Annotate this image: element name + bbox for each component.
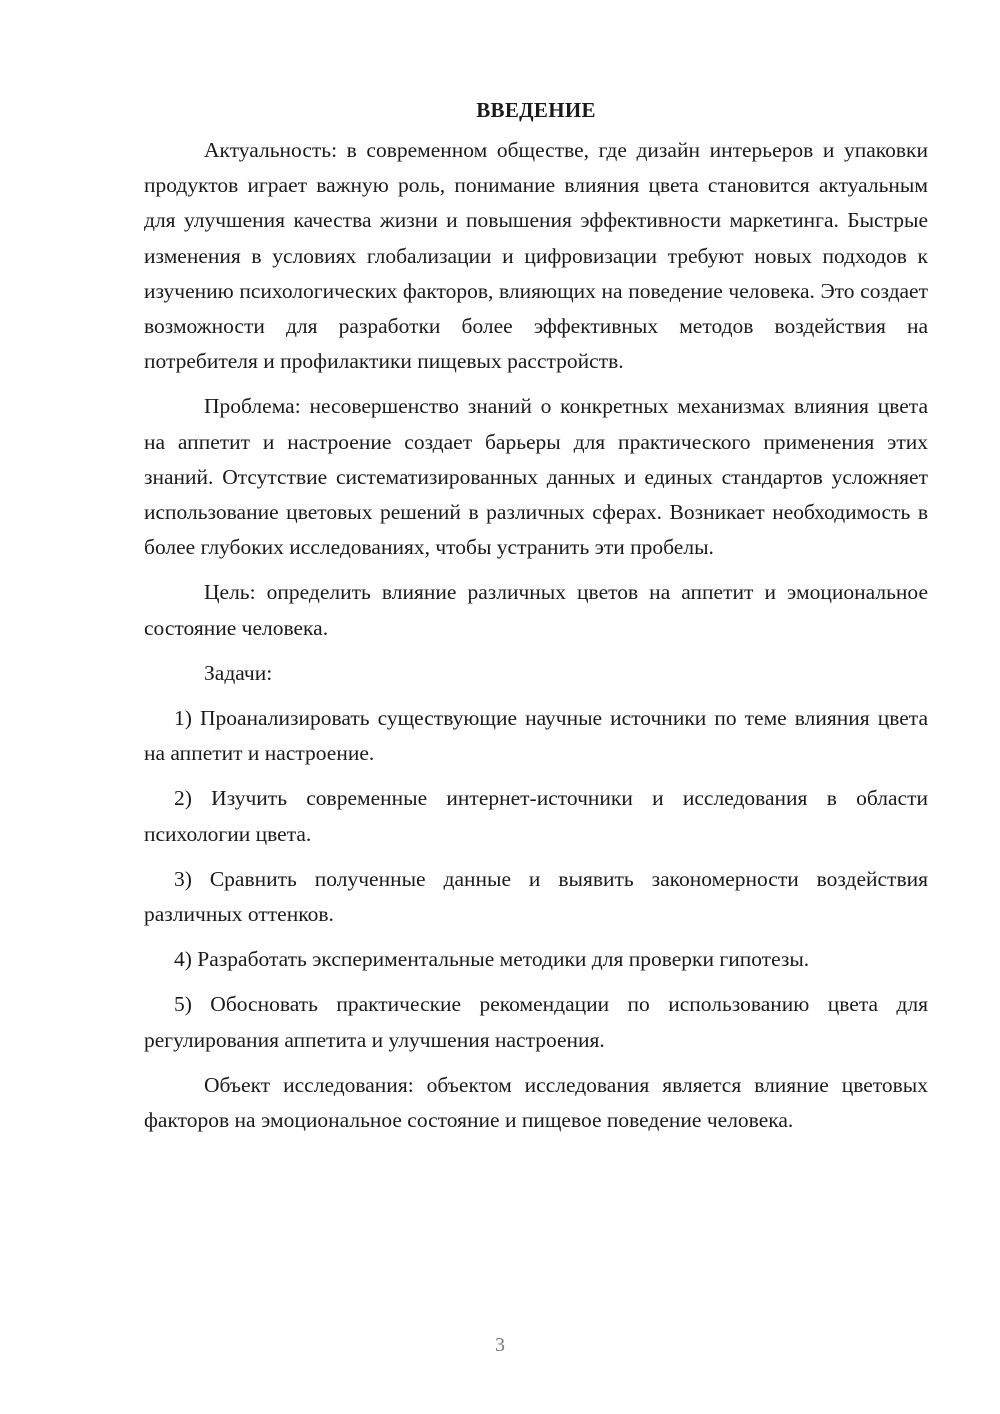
task-item-2: 2) Изучить современные интернет-источники и исследования в области психологии цвета. [144, 786, 928, 846]
page-title: ВВЕДЕНИЕ [476, 98, 596, 122]
problem-paragraph: Проблема: несовершенство знаний о конкретных механизмах влияния цвета на аппетит и настроение создает барьеры для практического применения этих знаний. Отсутствие систематизированных данных и единых стандартов усложняет использование цветовых решений в различных сферах. Возникает необходимость в более глубоких исследованиях, чтобы устранить эти пробелы. [144, 394, 928, 560]
relevance-paragraph: Актуальность: в современном обществе, где дизайн интерьеров и упаковки продуктов играет важную роль, понимание влияния цвета становится актуальным для улучшения качества жизни и повышения эффективности маркетинга. Быстрые изменения в условиях глобализации и цифровизации требуют новых подходов к изучению психологических факторов, влияющих на поведение человека. Это создает возможности для разработки более эффективных методов воздействия на потребителя и профилактики пищевых расстройств. [144, 138, 928, 374]
object-paragraph: Объект исследования: объектом исследования является влияние цветовых факторов на эмоциональное состояние и пищевое поведение человека. [144, 1072, 928, 1133]
goal-paragraph: Цель: определить влияние различных цветов на аппетит и эмоциональное состояние человека. [144, 580, 928, 640]
task-item-5: 5) Обосновать практические рекомендации по использованию цвета для регулирования аппетита и улучшения настроения. [144, 992, 928, 1052]
tasks-heading: Задачи: [204, 660, 273, 685]
task-item-4: 4) Разработать экспериментальные методики для проверки гипотезы. [174, 947, 810, 972]
task-item-3: 3) Сравнить полученные данные и выявить закономерности воздействия различных оттенков. [144, 866, 928, 927]
page-number: 3 [495, 1334, 505, 1356]
task-item-1: 1) Проанализировать существующие научные источники по теме влияния цвета на аппетит и настроение. [144, 706, 928, 766]
page-content [144, 93, 928, 1138]
